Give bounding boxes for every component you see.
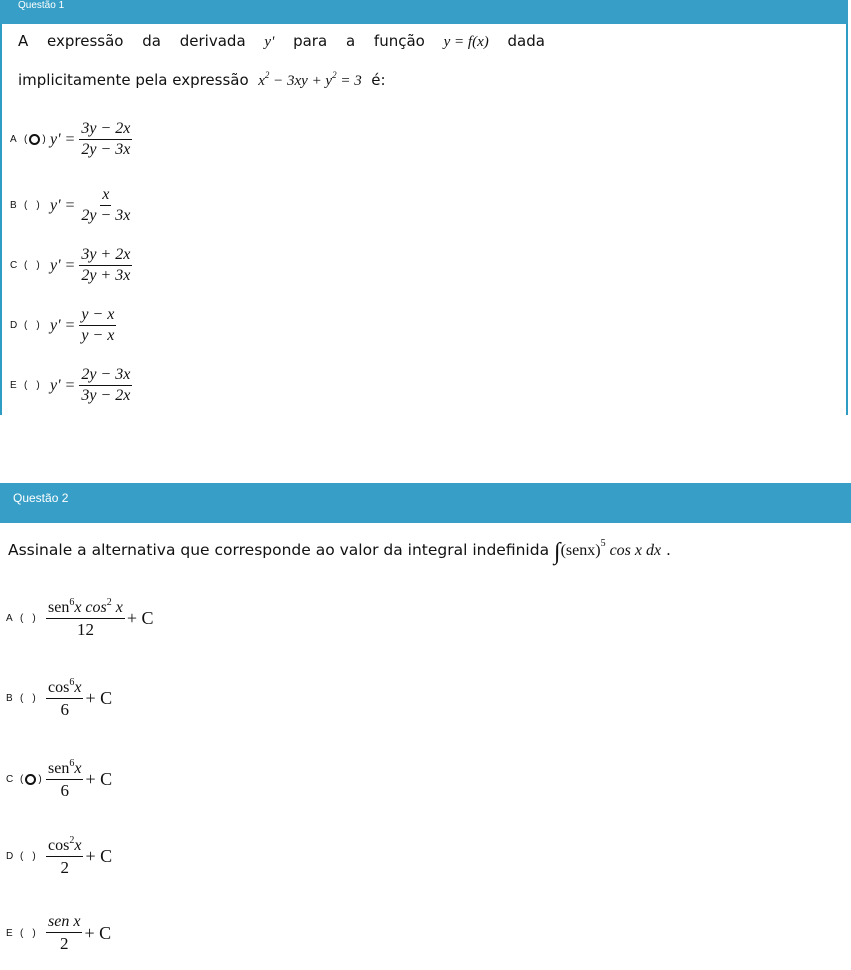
word: A: [18, 32, 29, 50]
word: derivada: [179, 32, 246, 50]
option-radio[interactable]: ( ): [24, 380, 40, 391]
option-letter: B: [10, 200, 17, 211]
question-2-statement: Assinale a alternativa que corresponde ao valor da integral indefinida ∫(senx)$^5$ cos x dx .: [8, 538, 671, 565]
question-1-card: [0, 0, 848, 415]
word: expressão: [47, 32, 124, 50]
option-radio[interactable]: ( ): [20, 693, 36, 704]
option-fraction: $\frac{\cos^6x}{6}$: [48, 677, 82, 719]
option-letter: C: [6, 774, 14, 785]
word: para: [293, 32, 328, 50]
option-fraction: $\frac{sen^6x \cos^2 x}{12}$: [48, 597, 123, 639]
option-radio[interactable]: ( ): [24, 134, 46, 145]
option-radio[interactable]: ( ): [24, 260, 40, 271]
q2-option-c[interactable]: [6, 758, 112, 801]
option-fraction: $\frac{3y - 2x}{2y - 3x}$: [81, 120, 131, 158]
option-letter: C: [10, 260, 18, 271]
question-1-header: Questão 1: [0, 0, 848, 24]
derivative-symbol: y': [264, 34, 275, 50]
option-letter: D: [10, 320, 18, 331]
constant-term: + C: [126, 608, 154, 628]
q2-option-a[interactable]: [6, 597, 154, 640]
constant-term: + C: [85, 688, 113, 708]
q1-option-e[interactable]: [10, 366, 132, 405]
option-lhs: y' =: [50, 196, 76, 214]
option-lhs: y' =: [50, 256, 76, 274]
q1-option-a[interactable]: [10, 120, 132, 159]
option-fraction: $\frac{\cos^2x}{2}$: [48, 835, 82, 877]
question-1-statement-line-2: [18, 70, 386, 90]
statement-text: é:: [371, 71, 386, 89]
option-letter: B: [6, 693, 13, 704]
constant-term: + C: [85, 769, 113, 789]
option-fraction: $\frac{sen^6x}{6}$: [48, 758, 82, 800]
option-lhs: y' =: [50, 130, 76, 148]
q2-option-e[interactable]: [6, 913, 111, 954]
card-border-left: [0, 24, 2, 415]
option-fraction: $\frac{2y - 3x}{3y - 2x}$: [81, 366, 131, 404]
option-letter: D: [6, 851, 14, 862]
integral-expression: ∫(senx)$^5$ cos x dx: [554, 538, 662, 565]
option-fraction: $\frac{x}{2y - 3x}$: [81, 186, 131, 224]
q1-option-c[interactable]: [10, 246, 132, 285]
option-radio[interactable]: ( ): [20, 851, 36, 862]
option-radio[interactable]: ( ): [24, 200, 40, 211]
function-expression: y = f(x): [443, 34, 489, 50]
option-fraction: $\frac{y - x}{y - x}$: [81, 306, 115, 344]
option-radio[interactable]: ( ): [20, 774, 42, 785]
q2-option-b[interactable]: [6, 677, 112, 720]
radio-selected-icon: [25, 774, 36, 785]
statement-text: Assinale a alternativa que corresponde ao valor da integral indefinida: [8, 541, 550, 559]
option-lhs: y' =: [50, 316, 76, 334]
option-letter: E: [10, 380, 17, 391]
option-fraction: $\frac{3y + 2x}{2y + 3x}$: [81, 246, 131, 284]
option-letter: A: [10, 134, 17, 145]
q1-option-b[interactable]: [10, 186, 132, 225]
option-radio[interactable]: ( ): [24, 320, 40, 331]
question-2-header: Questão 2: [0, 483, 851, 523]
option-letter: E: [6, 928, 13, 939]
word: da: [142, 32, 161, 50]
option-lhs: y' =: [50, 376, 76, 394]
word: dada: [507, 32, 545, 50]
constant-term: + C: [85, 846, 113, 866]
word: função: [373, 32, 425, 50]
statement-text: implicitamente pela expressão: [18, 71, 249, 89]
implicit-equation: $x^2 - 3xy + y^2 = 3$: [258, 70, 362, 89]
option-radio[interactable]: ( ): [20, 928, 36, 939]
card-border-right: [846, 24, 848, 415]
option-radio[interactable]: ( ): [20, 613, 36, 624]
constant-term: + C: [84, 923, 112, 943]
option-letter: A: [6, 613, 13, 624]
q1-option-d[interactable]: [10, 306, 116, 345]
question-1-statement-line-1: [18, 32, 545, 51]
radio-selected-icon: [29, 134, 40, 145]
word: a: [345, 32, 356, 50]
option-fraction: $\frac{\text{sen x}}{2}$: [48, 913, 81, 953]
q2-option-d[interactable]: [6, 835, 112, 878]
